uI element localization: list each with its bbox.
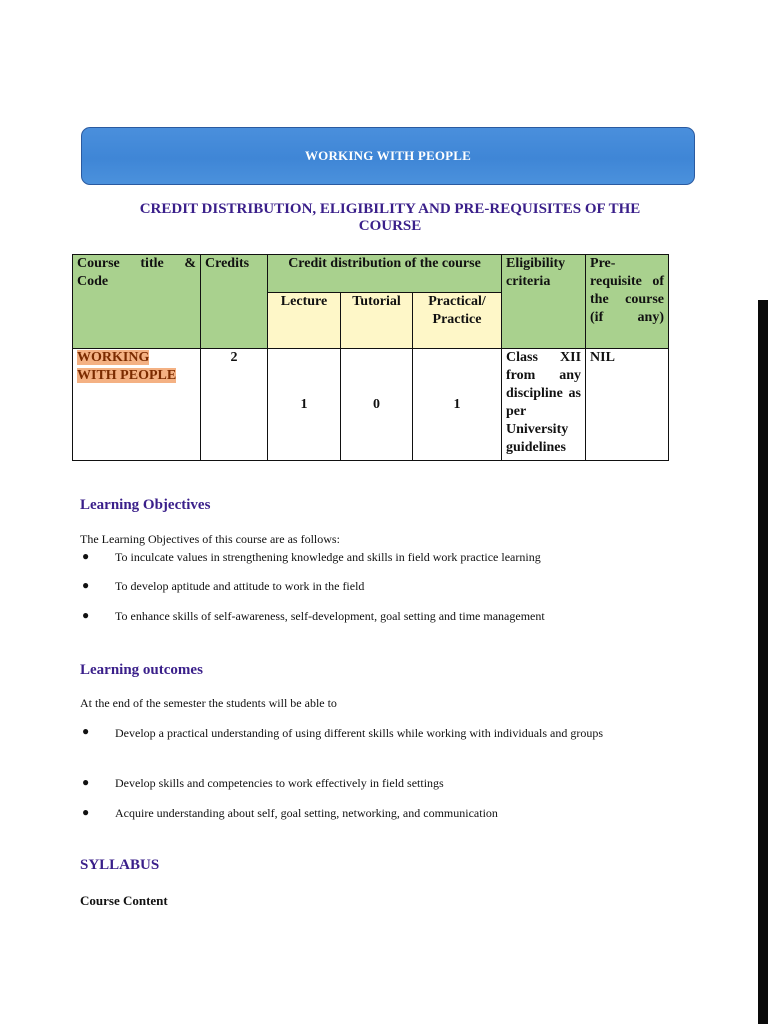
outcome-item-1: Develop a practical understanding of using different skills while working with individuals and groups <box>115 726 604 740</box>
objectives-intro: The Learning Objectives of this course are as follows: <box>80 532 340 546</box>
outcome-item-2: Develop skills and competencies to work effectively in field settings <box>115 776 444 790</box>
cell-credits: 2 <box>201 349 268 461</box>
bullet-icon: ● <box>82 775 90 789</box>
credit-distribution-table <box>72 254 669 461</box>
learning-objectives-title: Learning Objectives <box>80 497 211 513</box>
header-prerequisite: Pre-requisite of the course (if any) <box>586 255 669 349</box>
learning-outcomes-title: Learning outcomes <box>80 662 203 678</box>
course-title-line-2: WITH PEOPLE <box>77 368 177 383</box>
header-practical: Practical/ Practice <box>413 293 502 349</box>
objective-item-2: To develop aptitude and attitude to work in the field <box>115 579 365 593</box>
cell-eligibility: Class XII from any discipline as per University guidelines <box>502 349 586 461</box>
header-eligibility: Eligibility criteria <box>502 255 586 349</box>
course-content-subtitle: Course Content <box>80 893 168 908</box>
header-credit-distribution: Credit distribution of the course <box>268 255 502 293</box>
header-lecture: Lecture <box>268 293 341 349</box>
cell-tutorial: 0 <box>341 349 413 461</box>
bullet-icon: ● <box>82 578 90 592</box>
page-edge-shadow <box>758 300 768 1024</box>
credit-distribution-heading <box>90 201 690 235</box>
objective-item-3: To enhance skills of self-awareness, self-development, goal setting and time management <box>115 609 545 623</box>
heading-line-2: COURSE <box>358 218 422 234</box>
cell-prerequisite: NIL <box>586 349 669 461</box>
outcome-item-3: Acquire understanding about self, goal setting, networking, and communication <box>115 806 498 820</box>
cell-course-title <box>73 349 201 461</box>
header-tutorial: Tutorial <box>341 293 413 349</box>
header-course-title: Course title & Code <box>73 255 201 349</box>
banner-title: WORKING WITH PEOPLE <box>304 148 472 163</box>
bullet-icon: ● <box>82 724 90 738</box>
bullet-icon: ● <box>82 608 90 622</box>
course-title-banner <box>81 127 695 185</box>
course-title-line-1: WORKING <box>77 350 150 365</box>
cell-practical: 1 <box>413 349 502 461</box>
bullet-icon: ● <box>82 549 90 563</box>
bullet-icon: ● <box>82 805 90 819</box>
header-credits: Credits <box>201 255 268 349</box>
objective-item-1: To inculcate values in strengthening knowledge and skills in field work practice learning <box>115 550 541 564</box>
cell-lecture: 1 <box>268 349 341 461</box>
outcomes-intro: At the end of the semester the students will be able to <box>80 696 337 710</box>
table-row <box>73 349 669 461</box>
heading-line-1: CREDIT DISTRIBUTION, ELIGIBILITY AND PRE-REQUISITES OF THE <box>139 201 641 217</box>
syllabus-title: SYLLABUS <box>80 857 160 873</box>
